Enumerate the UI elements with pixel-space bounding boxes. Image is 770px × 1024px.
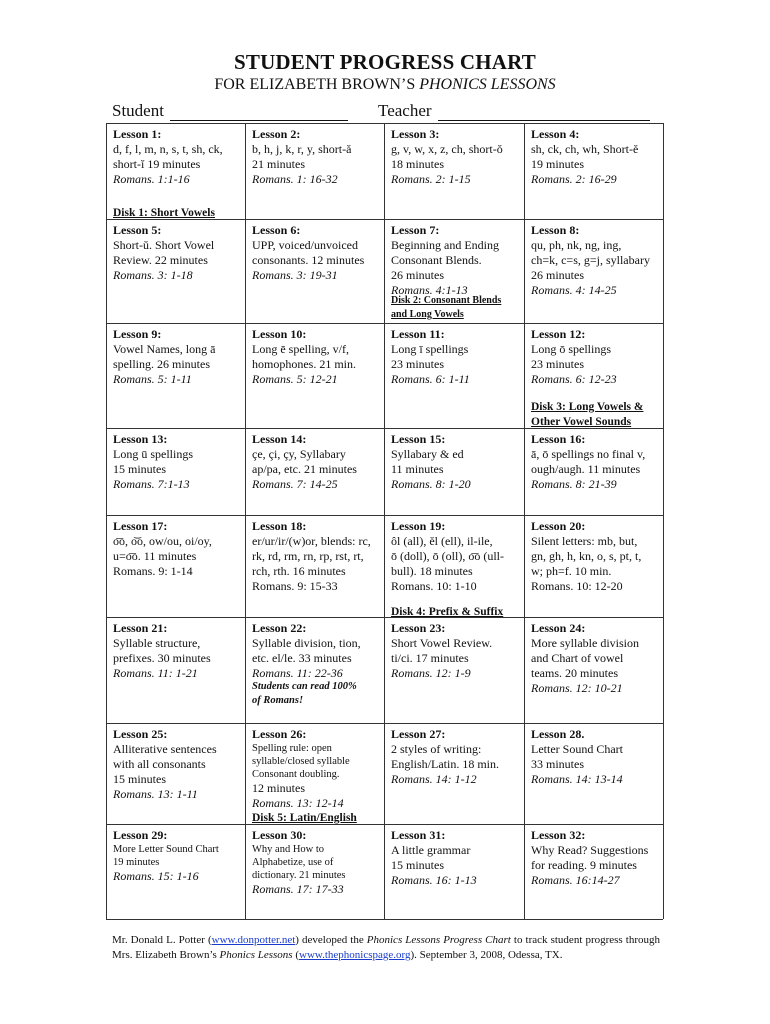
lesson-detail: Consonant doubling. bbox=[252, 769, 340, 780]
lesson-detail: ch=k, c=s, g=j, syllabary bbox=[531, 253, 650, 267]
lesson-title: Lesson 23: bbox=[391, 621, 446, 635]
lesson-title: Lesson 27: bbox=[391, 727, 446, 741]
disk-3-label: Disk 3: Long Vowels & bbox=[531, 401, 644, 413]
footer-text-5: ). September 3, 2008, Odessa, TX. bbox=[410, 949, 563, 961]
lesson-detail: 26 minutes bbox=[531, 268, 584, 282]
lesson-cell-15 bbox=[391, 432, 521, 492]
romans-reading: Romans. 1: 16-32 bbox=[252, 172, 338, 186]
lesson-title: Lesson 24: bbox=[531, 621, 586, 635]
lesson-detail: Spelling rule: open bbox=[252, 743, 332, 754]
lesson-title: Lesson 30: bbox=[252, 828, 307, 842]
lesson-detail: homophones. 21 min. bbox=[252, 357, 356, 371]
romans-reading: Romans. 11: 1-21 bbox=[113, 666, 198, 680]
romans-reading: Romans. 17: 17-33 bbox=[252, 882, 344, 896]
footer-italic-2: Phonics Lessons bbox=[219, 949, 293, 961]
romans-reading: Romans. 13: 1-11 bbox=[113, 787, 198, 801]
lesson-cell-6 bbox=[252, 223, 381, 283]
lesson-cell-11 bbox=[391, 327, 521, 387]
lesson-cell-28 bbox=[531, 727, 660, 787]
lesson-cell-24 bbox=[531, 621, 660, 696]
lesson-title: Lesson 15: bbox=[391, 432, 446, 446]
lesson-title: Lesson 11: bbox=[391, 327, 445, 341]
lesson-cell-26 bbox=[252, 727, 381, 811]
footer-note bbox=[112, 933, 660, 963]
lesson-cell-9 bbox=[113, 327, 242, 387]
lesson-cell-32 bbox=[531, 828, 660, 888]
lesson-detail: 11 minutes bbox=[391, 462, 444, 476]
romans-reading: Romans. 1:1-16 bbox=[113, 172, 190, 186]
lesson-title: Lesson 31: bbox=[391, 828, 446, 842]
romans-reading: Romans. 3: 1-18 bbox=[113, 268, 193, 282]
lesson-detail: b, h, j, k, r, y, short-ă bbox=[252, 142, 352, 156]
lesson-detail: d, f, l, m, n, s, t, sh, ck, bbox=[113, 142, 223, 156]
romans-reading: Romans. 2: 1-15 bbox=[391, 172, 471, 186]
romans-note-cont: of Romans! bbox=[252, 695, 304, 706]
table-row-border bbox=[106, 323, 663, 324]
footer-italic-1: Phonics Lessons Progress Chart bbox=[366, 934, 511, 946]
lesson-detail: sh, ck, ch, wh, Short-ĕ bbox=[531, 142, 639, 156]
lesson-title: Lesson 9: bbox=[113, 327, 162, 341]
footer-text-4: ( bbox=[292, 949, 299, 961]
lesson-title: Lesson 18: bbox=[252, 519, 307, 533]
romans-reading: Romans. 4: 14-25 bbox=[531, 283, 617, 297]
lesson-detail: Long ē spelling, v/f, bbox=[252, 342, 349, 356]
teacher-field[interactable] bbox=[378, 101, 650, 121]
lesson-cell-1 bbox=[113, 127, 242, 187]
lesson-detail: Long ō spellings bbox=[531, 342, 611, 356]
lesson-cell-12 bbox=[531, 327, 660, 387]
donpotter-link[interactable]: www.donpotter.net bbox=[211, 934, 296, 946]
lesson-detail: Alliterative sentences bbox=[113, 742, 217, 756]
lesson-detail: UPP, voiced/unvoiced bbox=[252, 238, 358, 252]
lesson-title: Lesson 6: bbox=[252, 223, 301, 237]
lesson-title: Lesson 26: bbox=[252, 727, 307, 741]
lesson-cell-20 bbox=[531, 519, 660, 594]
lesson-detail: Letter Sound Chart bbox=[531, 742, 623, 756]
romans-reading: Romans. 3: 19-31 bbox=[252, 268, 338, 282]
table-col-border bbox=[106, 123, 107, 919]
lesson-cell-8 bbox=[531, 223, 660, 298]
lesson-detail: 15 minutes bbox=[113, 772, 166, 786]
lesson-cell-5 bbox=[113, 223, 242, 283]
lesson-detail: ti/ci. 17 minutes bbox=[391, 651, 469, 665]
lesson-detail: 18 minutes bbox=[391, 157, 444, 171]
romans-reading: Romans. 16: 1-13 bbox=[391, 873, 477, 887]
lesson-detail: 19 minutes bbox=[531, 157, 584, 171]
lesson-detail: gn, gh, h, kn, o, s, pt, t, bbox=[531, 549, 642, 563]
lesson-detail: Alphabetize, use of bbox=[252, 857, 334, 868]
lesson-detail: 15 minutes bbox=[391, 858, 444, 872]
lesson-cell-30 bbox=[252, 828, 381, 897]
disk-1-label: Disk 1: Short Vowels bbox=[113, 207, 215, 219]
romans-reading: Romans. 2: 16-29 bbox=[531, 172, 617, 186]
romans-reading: Romans. 11: 22-36 bbox=[252, 666, 343, 680]
table-row-border bbox=[106, 919, 663, 920]
lesson-detail: 2 styles of writing: bbox=[391, 742, 482, 756]
table-col-border bbox=[384, 123, 385, 919]
lesson-detail: Syllable division, tion, bbox=[252, 636, 361, 650]
lesson-title: Lesson 21: bbox=[113, 621, 168, 635]
student-field[interactable] bbox=[112, 101, 348, 121]
lesson-detail: Syllabary & ed bbox=[391, 447, 464, 461]
lesson-cell-16 bbox=[531, 432, 660, 492]
lesson-detail: Silent letters: mb, but, bbox=[531, 534, 638, 548]
table-col-border bbox=[245, 123, 246, 919]
lesson-title: Lesson 22: bbox=[252, 621, 307, 635]
lesson-cell-2 bbox=[252, 127, 381, 187]
lesson-cell-18 bbox=[252, 519, 381, 594]
lesson-cell-3 bbox=[391, 127, 521, 187]
lesson-detail: etc. el/le. 33 minutes bbox=[252, 651, 352, 665]
lesson-detail: 26 minutes bbox=[391, 268, 444, 282]
footer-text-1: Mr. Donald L. Potter ( bbox=[112, 934, 212, 946]
lesson-title: Lesson 16: bbox=[531, 432, 586, 446]
lesson-detail: consonants. 12 minutes bbox=[252, 253, 365, 267]
lesson-title: Lesson 13: bbox=[113, 432, 168, 446]
table-row-border bbox=[106, 123, 663, 124]
lesson-cell-23 bbox=[391, 621, 521, 681]
disk-5-label: Disk 5: Latin/English bbox=[252, 812, 357, 824]
lesson-detail: syllable/closed syllable bbox=[252, 756, 350, 767]
footer-text-3: to track student progress through Mrs. Elizabeth Brown’s bbox=[112, 934, 660, 961]
lesson-detail: More syllable division bbox=[531, 636, 639, 650]
lesson-detail: A little grammar bbox=[391, 843, 471, 857]
lesson-title: Lesson 3: bbox=[391, 127, 440, 141]
lesson-title: Lesson 17: bbox=[113, 519, 168, 533]
page-title: STUDENT PROGRESS CHART bbox=[233, 50, 536, 74]
lesson-title: Lesson 12: bbox=[531, 327, 586, 341]
lesson-title: Lesson 14: bbox=[252, 432, 307, 446]
disk-3-label-cont: Other Vowel Sounds bbox=[531, 416, 632, 428]
lesson-detail: 19 minutes bbox=[113, 857, 160, 868]
lesson-detail: er/ur/ir/(w)or, blends: rc, bbox=[252, 534, 371, 548]
lesson-title: Lesson 8: bbox=[531, 223, 580, 237]
lesson-detail: English/Latin. 18 min. bbox=[391, 757, 499, 771]
lesson-detail: Review. 22 minutes bbox=[113, 253, 208, 267]
student-label: Student bbox=[112, 101, 164, 120]
lesson-cell-14 bbox=[252, 432, 381, 492]
lesson-detail: qu, ph, nk, ng, ing, bbox=[531, 238, 622, 252]
romans-reading: Romans. 12: 1-9 bbox=[391, 666, 471, 680]
lesson-detail: prefixes. 30 minutes bbox=[113, 651, 211, 665]
lesson-detail: dictionary. 21 minutes bbox=[252, 870, 346, 881]
disk-4-label: Disk 4: Prefix & Suffix bbox=[391, 606, 504, 618]
lesson-detail: çe, çi, çy, Syllabary bbox=[252, 447, 346, 461]
lesson-title: Lesson 20: bbox=[531, 519, 586, 533]
lesson-detail: Vowel Names, long ā bbox=[113, 342, 216, 356]
lesson-title: Lesson 19: bbox=[391, 519, 446, 533]
lesson-cell-17 bbox=[113, 519, 242, 579]
lesson-detail: ō (doll), ō (oll), o͞o (ull- bbox=[391, 549, 504, 563]
lesson-detail: with all consonants bbox=[113, 757, 206, 771]
romans-reading: Romans. 4:1-13 bbox=[391, 283, 468, 297]
romans-reading: Romans. 7:1-13 bbox=[113, 477, 190, 491]
lesson-title: Lesson 10: bbox=[252, 327, 307, 341]
romans-reading: Romans. 14: 1-12 bbox=[391, 772, 477, 786]
lesson-detail: u=o͞o. 11 minutes bbox=[113, 549, 197, 563]
lesson-cell-27 bbox=[391, 727, 521, 787]
lesson-detail: 23 minutes bbox=[391, 357, 444, 371]
lesson-detail: 21 minutes bbox=[252, 157, 305, 171]
lesson-detail: Long ī spellings bbox=[391, 342, 469, 356]
lesson-detail: and Chart of vowel bbox=[531, 651, 624, 665]
teacher-label: Teacher bbox=[378, 101, 432, 120]
table-row-border bbox=[106, 723, 663, 724]
lesson-title: Lesson 4: bbox=[531, 127, 580, 141]
lesson-detail: 12 minutes bbox=[252, 781, 305, 795]
lesson-detail: Beginning and Ending bbox=[391, 238, 499, 252]
romans-reading: Romans. 14: 13-14 bbox=[531, 772, 623, 786]
lesson-cell-19 bbox=[391, 519, 521, 594]
phonicspage-link[interactable]: www.thephonicspage.org bbox=[299, 949, 411, 961]
lesson-detail: rk, rd, rm, rn, rp, rst, rt, bbox=[252, 549, 364, 563]
romans-reading: Romans. 5: 12-21 bbox=[252, 372, 338, 386]
lesson-detail: teams. 20 minutes bbox=[531, 666, 618, 680]
table-row-border bbox=[106, 824, 663, 825]
lesson-detail: Romans. 10: 1-10 bbox=[391, 579, 477, 593]
lesson-detail: for reading. 9 minutes bbox=[531, 858, 637, 872]
lesson-cell-22 bbox=[252, 621, 381, 681]
lesson-title: Lesson 32: bbox=[531, 828, 586, 842]
lesson-detail: g, v, w, x, z, ch, short-ŏ bbox=[391, 142, 503, 156]
lesson-detail: Romans. 10: 12-20 bbox=[531, 579, 623, 593]
progress-table bbox=[106, 123, 663, 919]
table-row-border bbox=[106, 515, 663, 516]
lesson-cell-21 bbox=[113, 621, 242, 681]
lesson-title: Lesson 7: bbox=[391, 223, 440, 237]
romans-reading: Romans. 6: 12-23 bbox=[531, 372, 617, 386]
lesson-detail: 15 minutes bbox=[113, 462, 166, 476]
lesson-detail: ap/pa, etc. 21 minutes bbox=[252, 462, 357, 476]
lesson-cell-29 bbox=[113, 828, 242, 884]
table-col-border bbox=[524, 123, 525, 919]
romans-reading: Romans. 16:14-27 bbox=[531, 873, 620, 887]
lesson-detail: Romans. 9: 15-33 bbox=[252, 579, 338, 593]
lesson-detail: ā, ō spellings no final v, bbox=[531, 447, 646, 461]
romans-reading: Romans. 12: 10-21 bbox=[531, 681, 623, 695]
lesson-cell-10 bbox=[252, 327, 381, 387]
lesson-detail: ôl (all), ĕl (ell), il-ile, bbox=[391, 534, 493, 548]
page-subtitle bbox=[0, 76, 770, 94]
romans-reading: Romans. 13: 12-14 bbox=[252, 796, 344, 810]
table-row-border bbox=[106, 617, 663, 618]
lesson-cell-31 bbox=[391, 828, 521, 888]
lesson-detail: Short Vowel Review. bbox=[391, 636, 493, 650]
lesson-detail: Why Read? Suggestions bbox=[531, 843, 649, 857]
lesson-detail: w; ph=f. 10 min. bbox=[531, 564, 612, 578]
romans-reading: Romans. 5: 1-11 bbox=[113, 372, 192, 386]
table-col-border bbox=[663, 123, 664, 919]
subtitle-prefix: FOR ELIZABETH BROWN’S bbox=[214, 76, 416, 93]
lesson-cell-13 bbox=[113, 432, 242, 492]
romans-reading: Romans. 8: 1-20 bbox=[391, 477, 471, 491]
romans-reading: Romans. 7: 14-25 bbox=[252, 477, 338, 491]
romans-reading: Romans. 6: 1-11 bbox=[391, 372, 470, 386]
subtitle-italic: PHONICS LESSONS bbox=[419, 76, 556, 93]
lesson-detail: rch, rth. 16 minutes bbox=[252, 564, 346, 578]
lesson-title: Lesson 29: bbox=[113, 828, 168, 842]
lesson-cell-7 bbox=[391, 223, 521, 298]
disk-2-label: Disk 2: Consonant Blends bbox=[391, 295, 502, 306]
lesson-detail: spelling. 26 minutes bbox=[113, 357, 210, 371]
romans-reading: Romans. 8: 21-39 bbox=[531, 477, 617, 491]
footer-text-2: ) developed the bbox=[295, 934, 367, 946]
romans-reading: Romans. 15: 1-16 bbox=[113, 869, 199, 883]
lesson-detail: More Letter Sound Chart bbox=[113, 844, 219, 855]
lesson-cell-4 bbox=[531, 127, 660, 187]
lesson-detail: bull). 18 minutes bbox=[391, 564, 473, 578]
lesson-detail: ough/augh. 11 minutes bbox=[531, 462, 641, 476]
lesson-title: Lesson 2: bbox=[252, 127, 301, 141]
lesson-detail: Why and How to bbox=[252, 844, 325, 855]
lesson-title: Lesson 5: bbox=[113, 223, 162, 237]
lesson-title: Lesson 25: bbox=[113, 727, 168, 741]
lesson-title: Lesson 1: bbox=[113, 127, 162, 141]
lesson-detail: 23 minutes bbox=[531, 357, 584, 371]
lesson-detail: Long ū spellings bbox=[113, 447, 193, 461]
lesson-detail: o͞o, o͝o, ow/ou, oi/oy, bbox=[113, 534, 212, 548]
lesson-detail: Romans. 9: 1-14 bbox=[113, 564, 193, 578]
lesson-detail: short-ĭ 19 minutes bbox=[113, 157, 201, 171]
lesson-detail: 33 minutes bbox=[531, 757, 584, 771]
lesson-detail: Short-ŭ. Short Vowel bbox=[113, 238, 215, 252]
romans-note: Students can read 100% bbox=[252, 681, 357, 692]
disk-2-label-cont: and Long Vowels bbox=[391, 309, 464, 320]
lesson-detail: Consonant Blends. bbox=[391, 253, 482, 267]
lesson-title: Lesson 28. bbox=[531, 727, 585, 741]
lesson-cell-25 bbox=[113, 727, 242, 802]
lesson-detail: Syllable structure, bbox=[113, 636, 201, 650]
